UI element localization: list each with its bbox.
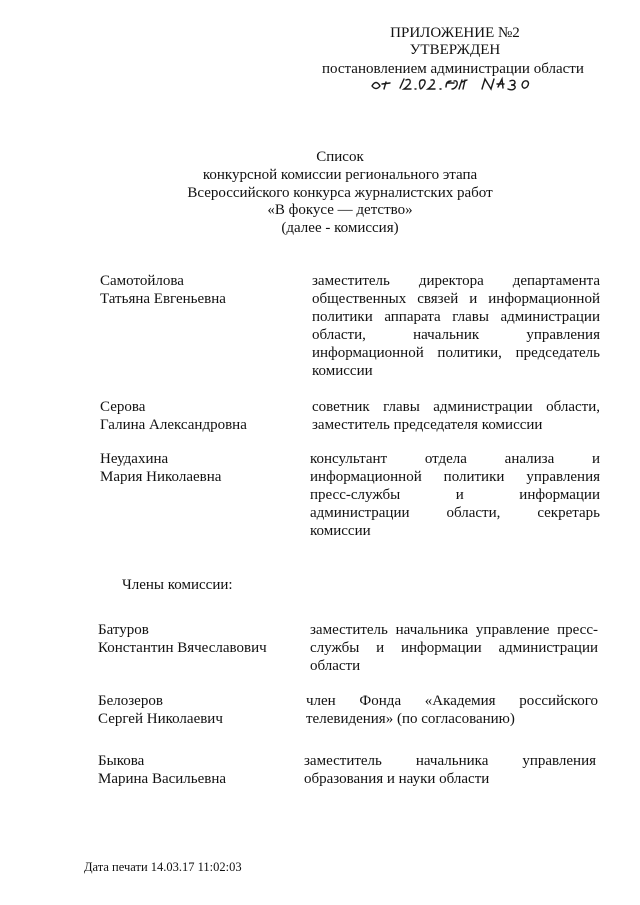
role-line: области, начальник управления [312,327,600,343]
title-line-5: (далее - комиссия) [281,220,399,236]
role-line: пресс-службы и информации [310,487,600,503]
handwritten-signature [370,73,540,97]
person-role [312,398,600,434]
role-line: заместитель директора департамента [312,273,600,289]
role-line: образования и науки области [304,771,490,787]
person-role [312,272,600,380]
role-line: комиссии [310,523,371,539]
header-approved: УТВЕРЖДЕН [409,42,501,58]
person-surname: Серова [100,399,146,415]
role-line: заместитель председателя комиссии [312,417,543,433]
role-line: член Фонда «Академия российского [306,693,598,709]
role-line: политики аппарата главы администрации [312,309,600,325]
person-surname: Батуров [98,622,149,638]
title-line-2: конкурсной комиссии регионального этапа [202,167,478,183]
role-line: области [310,658,361,674]
title-line-1: Список [316,149,364,165]
role-line: администрации области, секретарь [310,505,600,521]
person-name: Константин Вячеславович [98,640,267,656]
print-date: Дата печати 14.03.17 11:02:03 [84,860,242,874]
person-name: Мария Николаевна [100,469,222,485]
role-line: информационной политики, председатель [312,345,600,361]
role-line: общественных связей и информационной [312,291,600,307]
person-role [304,752,596,788]
role-line: советник главы администрации области, [312,399,600,415]
person-name: Сергей Николаевич [98,711,223,727]
role-line: заместитель начальника управление пресс- [310,622,598,638]
title-line-3: Всероссийского конкурса журналистских работ [187,185,493,201]
person-role [310,450,600,540]
person-surname: Белозеров [98,693,163,709]
header-appendix: ПРИЛОЖЕНИЕ №2 [390,25,520,41]
person-role [310,621,598,675]
role-line: информационной политики управления [310,469,600,485]
role-line: службы и информации администрации [310,640,598,656]
person-name: Татьяна Евгеньевна [100,291,226,307]
members-heading: Члены комиссии: [122,577,233,593]
person-surname: Неудахина [100,451,169,467]
role-line: телевидения» (по согласованию) [306,711,515,727]
role-line: заместитель начальника управления [304,753,596,769]
role-line: комиссии [312,363,373,379]
person-name: Марина Васильевна [98,771,227,787]
role-line: консультант отдела анализа и [310,451,600,467]
person-name: Галина Александровна [100,417,247,433]
person-role [306,692,598,728]
person-surname: Быкова [98,753,145,769]
title-line-4: «В фокусе — детство» [267,202,413,218]
header-approved-by: постановлением администрации области [322,61,584,77]
person-surname: Самотойлова [100,273,184,289]
